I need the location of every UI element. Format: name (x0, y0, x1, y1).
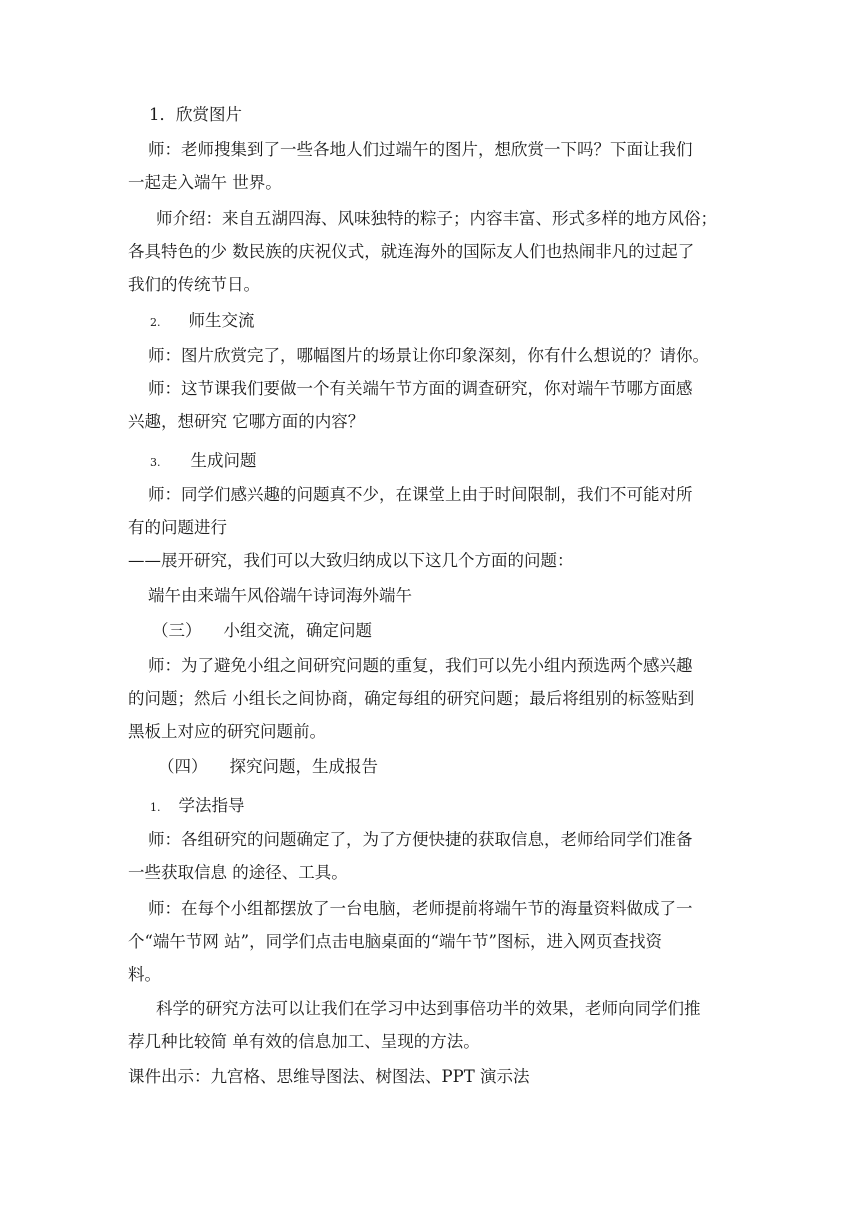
paragraph-line: 各具特色的少 数民族的庆祝仪式，就连海外的国际友人们也热闹非凡的过起了 (128, 242, 695, 261)
paragraph-line: 科学的研究方法可以让我们在学习中达到事倍功半的效果，老师向同学们推 (156, 999, 701, 1018)
part-3-title: 小组交流，确定问题 (223, 621, 372, 640)
topic-list-line: 端午由来端午风俗端午诗词海外端午 (148, 586, 412, 605)
section-1-title: 1．欣赏图片 (149, 105, 242, 124)
paragraph-line: 我们的传统节日。 (128, 275, 260, 294)
paragraph-line: 师：同学们感兴趣的问题真不少，在课堂上由于时间限制，我们不可能对所 (148, 485, 693, 504)
paragraph-line: 师：各组研究的问题确定了，为了方便快捷的获取信息，老师给同学们准备 (148, 830, 693, 849)
part-3-number: （三） (152, 621, 202, 640)
part-4-number: （四） (158, 757, 208, 776)
part-3-heading (152, 620, 372, 642)
subsection-1-title: 学法指导 (178, 796, 245, 815)
section-2-title: 师生交流 (188, 311, 255, 330)
paragraph-line: 黑板上对应的研究问题前。 (128, 722, 326, 741)
paragraph-line: 荐几种比较简 单有效的信息加工、呈现的方法。 (128, 1032, 480, 1051)
paragraph-line: 师：为了避免小组之间研究问题的重复，我们可以先小组内预选两个感兴趣 (148, 656, 693, 675)
paragraph-line: 师：老师搜集到了一些各地人们过端午的图片，想欣赏一下吗？下面让我们 (148, 140, 693, 159)
section-2-number: 2. (150, 316, 161, 329)
subsection-1-number: 1. (150, 801, 161, 814)
paragraph-line: 师：这节课我们要做一个有关端午节方面的调查研究，你对端午节哪方面感 (148, 379, 693, 398)
courseware-line: 课件出示：九宫格、思维导图法、树图法、PPT 演示法 (128, 1067, 530, 1086)
paragraph-line: 师介绍：来自五湖四海、风味独特的粽子；内容丰富、形式多样的地方风俗； (156, 209, 717, 228)
section-2-heading (150, 310, 255, 334)
section-3-number: 3. (150, 456, 161, 469)
paragraph-line: 一起走入端午 世界。 (128, 173, 282, 192)
section-3-heading (150, 450, 257, 474)
paragraph-line: 师：图片欣赏完了，哪幅图片的场景让你印象深刻，你有什么想说的？请你。 (148, 346, 709, 365)
paragraph-line: 一些获取信息 的途径、工具。 (128, 863, 348, 882)
part-4-title: 探究问题，生成报告 (229, 757, 378, 776)
paragraph-line: 个“端午节网 站”，同学们点击电脑桌面的“端午节”图标，进入网页查找资 (128, 932, 662, 951)
paragraph-line: 兴趣，想研究 它哪方面的内容？ (128, 412, 365, 431)
subsection-1-heading (150, 795, 245, 819)
paragraph-line: 的问题；然后 小组长之间协商，确定每组的研究问题；最后将组别的标签贴到 (128, 689, 695, 708)
part-4-heading (158, 756, 378, 778)
section-3-title: 生成问题 (190, 451, 257, 470)
paragraph-line: 师：在每个小组都摆放了一台电脑，老师提前将端午节的海量资料做成了一 (148, 899, 693, 918)
paragraph-line: 有的问题进行 (128, 518, 227, 537)
paragraph-line: ——展开研究，我们可以大致归纳成以下这几个方面的问题： (128, 551, 574, 570)
paragraph-line: 料。 (128, 965, 161, 984)
